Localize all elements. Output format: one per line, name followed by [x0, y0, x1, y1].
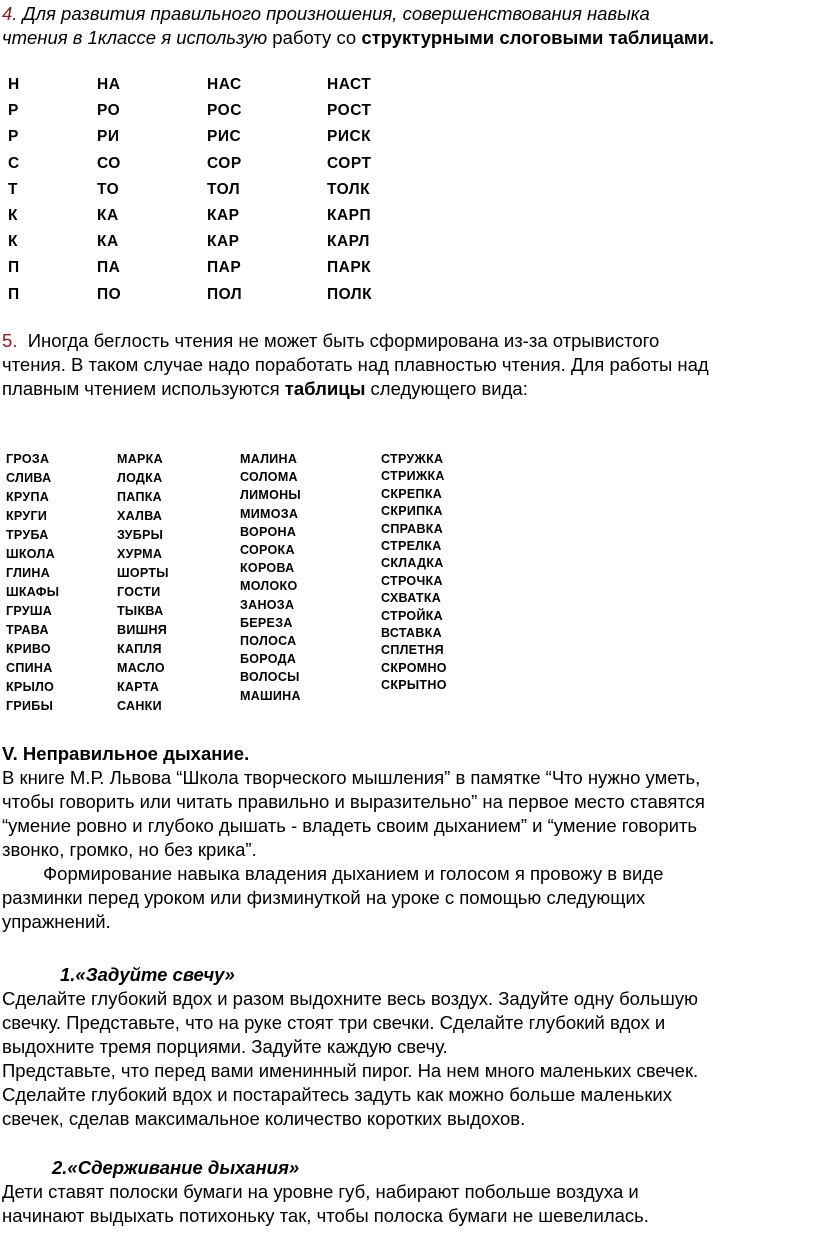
- section-v-line-6: разминки перед уроком или физминуткой на уроке с помощью следующих: [2, 887, 646, 908]
- word-c4-r6: СТРЕЛКА: [381, 539, 442, 553]
- word-c4-r13: СКРОМНО: [381, 660, 447, 675]
- syllable-c2-r8: ПА: [97, 259, 121, 277]
- word-c3-r5: ВОРОНА: [240, 524, 297, 539]
- syllable-c4-r5: ТОЛК: [327, 180, 371, 198]
- syllable-c3-r1: НАС: [207, 76, 242, 93]
- word-c2-r12: МАСЛО: [117, 661, 165, 675]
- word-c2-r8: ГОСТИ: [117, 585, 161, 599]
- syllable-c2-r2: РО: [97, 102, 121, 120]
- word-c3-r3: ЛИМОНЫ: [240, 488, 301, 503]
- exercise1-line-2: свечку. Представьте, что на руке стоят три свечки. Сделайте глубокий вдох и: [2, 1012, 666, 1033]
- word-c4-r9: СХВАТКА: [381, 591, 442, 606]
- syllable-c3-r8: ПАР: [207, 259, 242, 277]
- section-v-line-5: Формирование навыка владения дыханием и голосом я провожу в виде: [2, 863, 664, 884]
- word-c1-r11: КРИВО: [6, 642, 51, 656]
- word-c4-r1: СТРУЖКА: [381, 452, 444, 466]
- syllable-c4-r1: НАСТ: [327, 76, 372, 93]
- word-c2-r14: САНКИ: [117, 699, 162, 713]
- word-c1-r5: ТРУБА: [6, 528, 49, 542]
- word-c2-r2: ЛОДКА: [117, 471, 163, 485]
- word-c2-r9: ТЫКВА: [117, 604, 164, 618]
- word-c4-r5: СПРАВКА: [381, 521, 444, 536]
- word-c2-r3: ПАПКА: [117, 490, 162, 504]
- section4-plain-part: работу со: [267, 27, 362, 48]
- exercise1-title: 1.«Задуйте свечу»: [60, 964, 235, 985]
- word-c3-r1: МАЛИНА: [240, 452, 298, 466]
- syllable-c3-r9: ПОЛ: [207, 285, 243, 303]
- syllable-c3-r5: ТОЛ: [207, 180, 241, 198]
- word-c4-r7: СКЛАДКА: [381, 556, 444, 571]
- section5-line1: [2, 329, 659, 353]
- section4-line1: [2, 2, 650, 26]
- section5-text-1: Иногда беглость чтения не может быть сформирована из-за отрывистого: [17, 330, 660, 351]
- word-c4-r8: СТРОЧКА: [381, 573, 443, 588]
- word-c3-r6: СОРОКА: [240, 543, 295, 557]
- syllable-c1-r6: К: [8, 207, 18, 224]
- syllable-c3-r6: КАР: [207, 207, 240, 224]
- section5-line3: [2, 377, 528, 401]
- word-c2-r6: ХУРМА: [117, 547, 163, 561]
- syllable-c1-r4: С: [8, 154, 20, 172]
- section-v-line-4: звонко, громко, но без крика”.: [2, 839, 257, 860]
- word-c1-r12: СПИНА: [6, 661, 53, 675]
- word-c1-r7: ГЛИНА: [6, 566, 51, 580]
- syllable-c1-r3: Р: [8, 128, 19, 146]
- section-v-line-3: “умение ровно и глубоко дышать - владеть своим дыханием” и “умение говорить: [2, 815, 698, 836]
- syllable-c4-r2: РОСТ: [327, 102, 372, 120]
- word-c3-r11: ПОЛОСА: [240, 634, 297, 648]
- word-c3-r2: СОЛОМА: [240, 470, 298, 485]
- syllable-c1-r8: П: [8, 259, 20, 277]
- section5-line2: чтения. В таком случае надо поработать над плавностью чтения. Для работы над: [2, 354, 709, 375]
- syllable-c4-r9: ПОЛК: [327, 285, 373, 303]
- section4-number: 4.: [2, 3, 18, 24]
- word-c2-r10: ВИШНЯ: [117, 623, 168, 637]
- syllable-c4-r4: СОРТ: [327, 154, 372, 172]
- exercise2-title: 2.«Сдерживание дыхания»: [52, 1157, 300, 1178]
- word-c1-r3: КРУПА: [6, 490, 50, 504]
- section-v-line-7: упражнений.: [2, 911, 111, 932]
- exercise1-line-5: Сделайте глубокий вдох и постарайтесь задуть как можно больше маленьких: [2, 1084, 673, 1105]
- word-c4-r12: СПЛЕТНЯ: [381, 643, 444, 658]
- syllable-c1-r9: П: [8, 285, 20, 303]
- word-c3-r4: МИМОЗА: [240, 506, 299, 521]
- section5-plain-part: плавным чтением используются: [2, 378, 285, 399]
- syllable-c3-r3: РИС: [207, 128, 242, 146]
- section4-text-1: Для развития правильного произношения, совершенствования навыка: [22, 3, 650, 24]
- word-c3-r12: БОРОДА: [240, 652, 297, 667]
- word-c3-r10: БЕРЕЗА: [240, 615, 293, 630]
- word-c3-r13: ВОЛОСЫ: [240, 670, 300, 685]
- word-c1-r6: ШКОЛА: [6, 547, 55, 561]
- syllable-c4-r7: КАРЛ: [327, 233, 370, 251]
- word-c1-r10: ТРАВА: [6, 623, 49, 637]
- word-c1-r13: КРЫЛО: [6, 680, 55, 694]
- word-c1-r8: ШКАФЫ: [6, 585, 60, 599]
- syllable-c4-r6: КАРП: [327, 207, 372, 224]
- section5-end-part: следующего вида:: [365, 378, 528, 399]
- exercise1-line-4: Представьте, что перед вами именинный пирог. На нем много маленьких свечек.: [2, 1060, 699, 1081]
- section-v-line-1: В книге М.Р. Львова “Школа творческого мышления” в памятке “Что нужно уметь,: [2, 767, 701, 788]
- word-c3-r14: МАШИНА: [240, 688, 301, 703]
- section4-italic-part: чтения в 1классе я использую: [2, 27, 268, 48]
- section-v-line-2: чтобы говорить или читать правильно и выразительно” на первое место ставятся: [2, 791, 705, 812]
- syllable-c3-r7: КАР: [207, 233, 240, 251]
- word-c2-r7: ШОРТЫ: [117, 566, 169, 580]
- syllable-c4-r3: РИСК: [327, 128, 372, 146]
- word-c4-r11: ВСТАВКА: [381, 626, 442, 640]
- syllable-c2-r6: КА: [97, 207, 119, 224]
- word-c3-r9: ЗАНОЗА: [240, 597, 295, 612]
- word-c3-r8: МОЛОКО: [240, 579, 298, 594]
- word-c1-r1: ГРОЗА: [6, 452, 50, 466]
- exercise1-line-6: свечек, сделав максимальное количество коротких выдохов.: [2, 1108, 526, 1129]
- word-c4-r10: СТРОЙКА: [381, 608, 443, 623]
- word-c4-r4: СКРИПКА: [381, 504, 443, 519]
- syllable-c1-r2: Р: [8, 102, 19, 120]
- syllable-c2-r1: НА: [97, 76, 121, 93]
- word-c2-r11: КАПЛЯ: [117, 642, 162, 656]
- syllable-c2-r3: РИ: [97, 128, 120, 146]
- word-c1-r2: СЛИВА: [6, 471, 52, 485]
- syllable-c2-r4: СО: [97, 154, 121, 172]
- word-c2-r1: МАРКА: [117, 452, 163, 466]
- exercise1-line-1: Сделайте глубокий вдох и разом выдохните весь воздух. Задуйте одну большую: [2, 988, 698, 1009]
- syllable-c1-r7: К: [8, 233, 18, 251]
- section4-line2: [2, 26, 714, 50]
- word-c3-r7: КОРОВА: [240, 561, 295, 576]
- exercise2-line-1: Дети ставят полоски бумаги на уровне губ, набирают побольше воздуха и: [2, 1181, 639, 1202]
- word-c2-r13: КАРТА: [117, 680, 160, 694]
- section5-number: 5.: [2, 330, 18, 351]
- exercise2-line-2: начинают выдыхать потихоньку так, чтобы полоска бумаги не шевелилась.: [2, 1205, 649, 1226]
- exercise1-line-3: выдохните тремя порциями. Задуйте каждую свечу.: [2, 1036, 448, 1057]
- syllable-c1-r5: Т: [8, 180, 18, 198]
- section-v-heading: V. Неправильное дыхание.: [2, 743, 250, 764]
- syllable-c2-r7: КА: [97, 233, 119, 251]
- syllable-c3-r4: СОР: [207, 154, 242, 172]
- word-c2-r4: ХАЛВА: [117, 509, 163, 523]
- syllable-c1-r1: Н: [8, 76, 20, 93]
- word-c1-r4: КРУГИ: [6, 509, 48, 523]
- syllable-c2-r5: ТО: [97, 180, 120, 198]
- word-c1-r9: ГРУША: [6, 604, 53, 618]
- syllable-c3-r2: РОС: [207, 102, 242, 120]
- word-c1-r14: ГРИБЫ: [6, 699, 54, 713]
- syllable-c2-r9: ПО: [97, 285, 122, 303]
- section5-bold-part: таблицы: [284, 378, 366, 399]
- word-c2-r5: ЗУБРЫ: [117, 528, 164, 542]
- word-c4-r14: СКРЫТНО: [381, 678, 447, 693]
- word-c4-r3: СКРЕПКА: [381, 486, 443, 501]
- section4-bold-part: структурными слоговыми таблицами.: [361, 27, 715, 48]
- word-c4-r2: СТРИЖКА: [381, 469, 445, 484]
- syllable-c4-r8: ПАРК: [327, 259, 372, 277]
